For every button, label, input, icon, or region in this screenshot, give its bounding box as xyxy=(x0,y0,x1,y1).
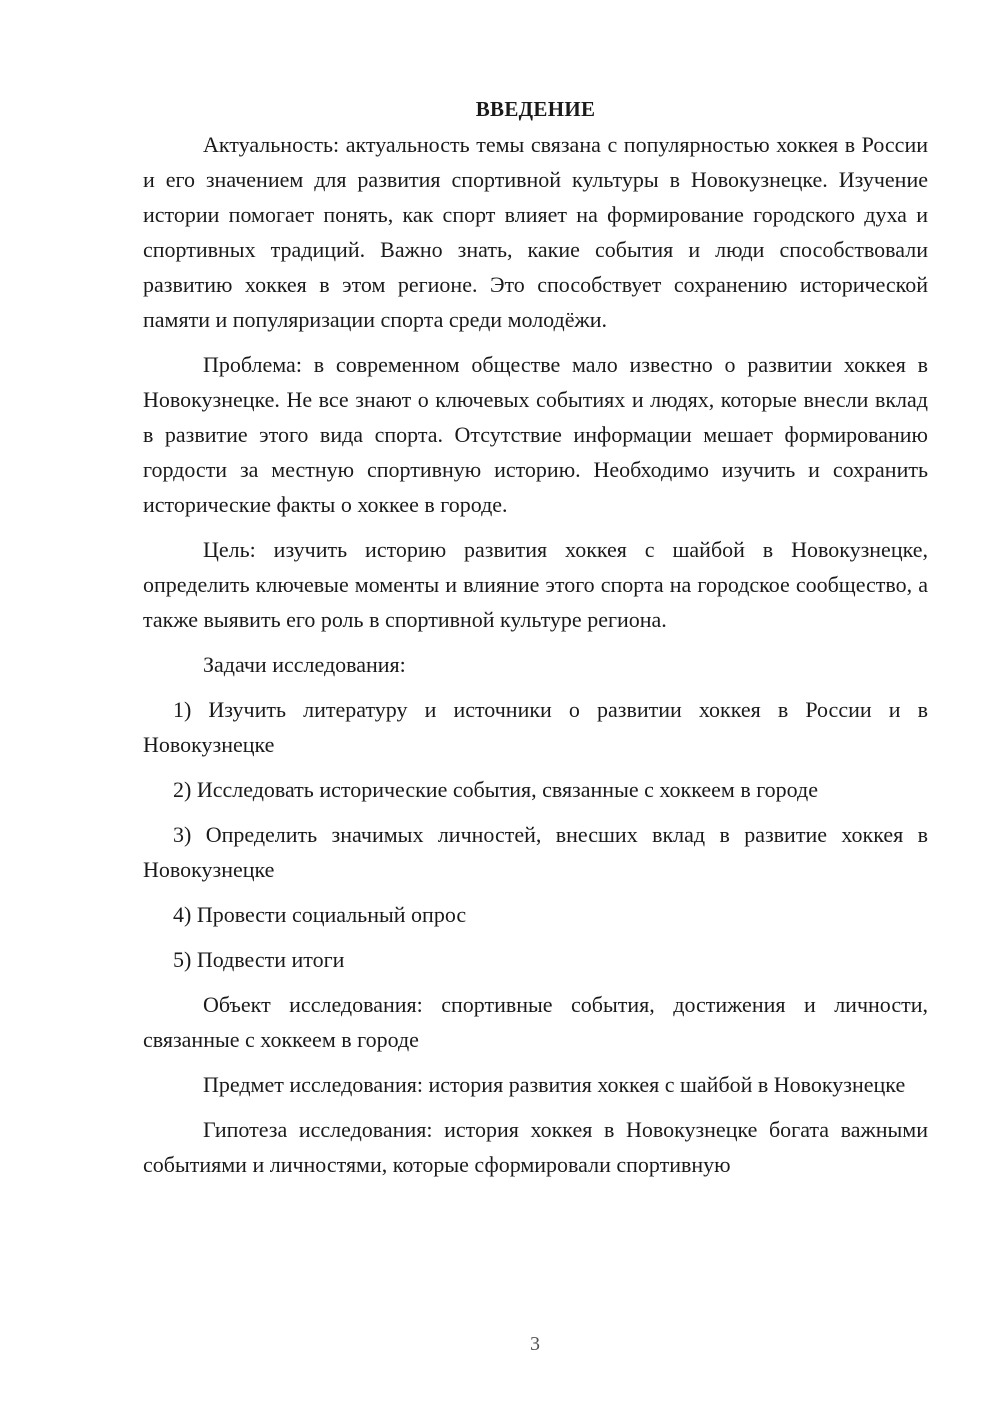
task-item-2: 2) Исследовать исторические события, связанные с хоккеем в городе xyxy=(173,777,819,802)
paragraph-hypothesis: Гипотеза исследования: история хоккея в Новокузнецке богата важными событиями и личностями, которые сформировали спортивную xyxy=(143,1117,928,1177)
paragraph-relevance: Актуальность: актуальность темы связана с популярностью хоккея в России и его значением для развития спортивной культуры в Новокузнецке. Изучение истории помогает понять, как спорт влияет на формирование городского духа и спортивных традиций. Важно знать, какие события и люди способствовали развитию хоккея в этом регионе. Это способствует сохранению исторической памяти и популяризации спорта среди молодёжи. xyxy=(143,132,928,332)
task-item-3: 3) Определить значимых личностей, внесших вклад в развитие хоккея в Новокузнецке xyxy=(143,822,928,882)
paragraph-goal: Цель: изучить историю развития хоккея с шайбой в Новокузнецке, определить ключевые моменты и влияние этого спорта на городское сообщество, а также выявить его роль в спортивной культуре региона. xyxy=(143,537,928,632)
task-item-1: 1) Изучить литературу и источники о развитии хоккея в России и в Новокузнецке xyxy=(143,697,928,757)
task-item-4: 4) Провести социальный опрос xyxy=(173,902,467,927)
section-heading: ВВЕДЕНИЕ xyxy=(475,97,596,121)
paragraph-problem: Проблема: в современном обществе мало известно о развитии хоккея в Новокузнецке. Не все знают о ключевых событиях и людях, которые внесли вклад в развитие этого вида спорта. Отсутствие информации мешает формированию гордости за местную спортивную историю. Необходимо изучить и сохранить исторические факты о хоккее в городе. xyxy=(143,352,928,517)
paragraph-subject: Предмет исследования: история развития хоккея с шайбой в Новокузнецке xyxy=(203,1072,906,1097)
paragraph-object: Объект исследования: спортивные события, достижения и личности, связанные с хоккеем в городе xyxy=(143,992,928,1052)
task-item-5: 5) Подвести итоги xyxy=(173,947,345,972)
page-number: 3 xyxy=(530,1333,540,1355)
paragraph-tasks-title: Задачи исследования: xyxy=(203,652,406,677)
page-body xyxy=(143,92,928,1182)
